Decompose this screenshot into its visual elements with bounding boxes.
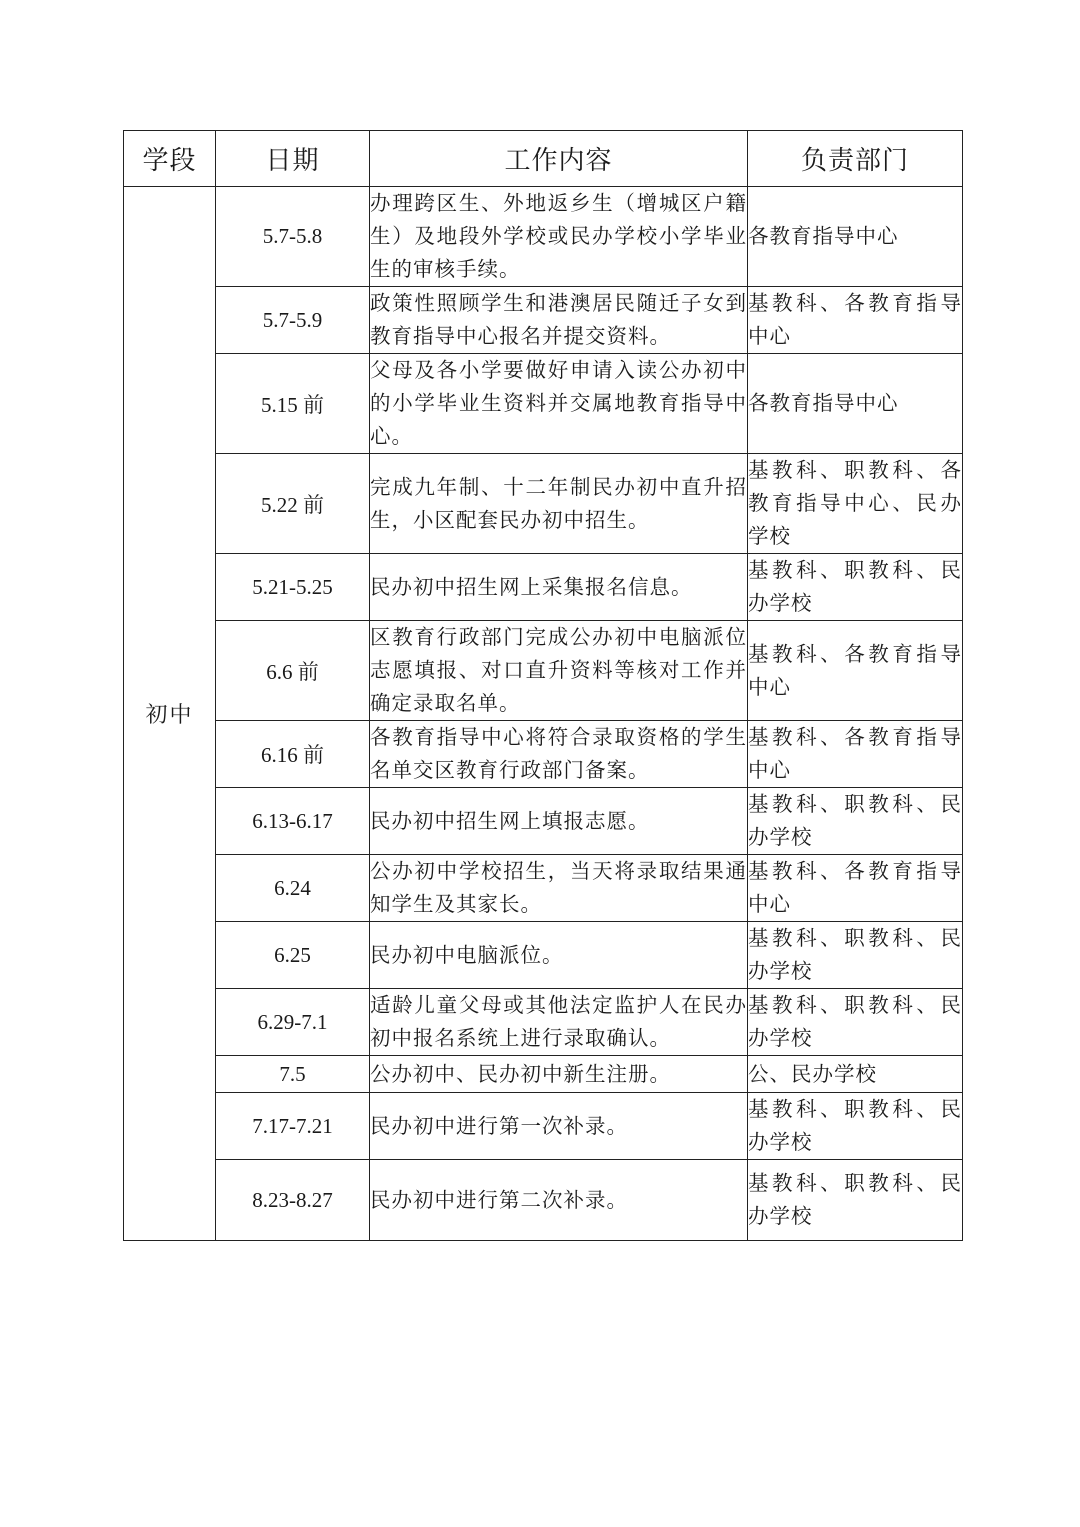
date-cell: 6.25	[216, 922, 370, 989]
date-cell: 8.23-8.27	[216, 1160, 370, 1241]
dept-cell: 基教科、各教育指导中心	[748, 621, 963, 721]
table-row	[124, 922, 963, 989]
table-row	[124, 721, 963, 788]
dept-cell: 基教科、职教科、民办学校	[748, 922, 963, 989]
header-content: 工作内容	[370, 131, 748, 187]
date-cell: 6.24	[216, 855, 370, 922]
dept-cell: 基教科、各教育指导中心	[748, 855, 963, 922]
table-header-row	[124, 131, 963, 187]
dept-cell: 基教科、各教育指导中心	[748, 721, 963, 788]
content-cell: 民办初中招生网上采集报名信息。	[370, 554, 748, 621]
dept-cell: 基教科、职教科、各教育指导中心、民办学校	[748, 454, 963, 554]
content-cell: 区教育行政部门完成公办初中电脑派位志愿填报、对口直升资料等核对工作并确定录取名单。	[370, 621, 748, 721]
content-cell: 政策性照顾学生和港澳居民随迁子女到教育指导中心报名并提交资料。	[370, 287, 748, 354]
content-cell: 完成九年制、十二年制民办初中直升招生，小区配套民办初中招生。	[370, 454, 748, 554]
header-stage: 学段	[124, 131, 216, 187]
content-cell: 民办初中招生网上填报志愿。	[370, 788, 748, 855]
content-cell: 民办初中进行第一次补录。	[370, 1093, 748, 1160]
date-cell: 6.29-7.1	[216, 989, 370, 1056]
date-cell: 5.7-5.8	[216, 187, 370, 287]
table-row	[124, 1056, 963, 1093]
dept-cell: 基教科、职教科、民办学校	[748, 788, 963, 855]
date-cell: 7.17-7.21	[216, 1093, 370, 1160]
dept-cell: 公、民办学校	[748, 1056, 963, 1093]
date-cell: 5.22 前	[216, 454, 370, 554]
date-cell: 6.13-6.17	[216, 788, 370, 855]
table-row	[124, 187, 963, 287]
table-row	[124, 1093, 963, 1160]
dept-cell: 各教育指导中心	[748, 354, 963, 454]
content-cell: 民办初中进行第二次补录。	[370, 1160, 748, 1241]
dept-cell: 各教育指导中心	[748, 187, 963, 287]
dept-cell: 基教科、职教科、民办学校	[748, 989, 963, 1056]
table-row	[124, 621, 963, 721]
dept-cell: 基教科、各教育指导中心	[748, 287, 963, 354]
dept-cell: 基教科、职教科、民办学校	[748, 554, 963, 621]
table-row	[124, 287, 963, 354]
content-cell: 公办初中学校招生，当天将录取结果通知学生及其家长。	[370, 855, 748, 922]
header-date: 日期	[216, 131, 370, 187]
date-cell: 5.15 前	[216, 354, 370, 454]
content-cell: 各教育指导中心将符合录取资格的学生名单交区教育行政部门备案。	[370, 721, 748, 788]
content-cell: 父母及各小学要做好申请入读公办初中的小学毕业生资料并交属地教育指导中心。	[370, 354, 748, 454]
content-cell: 公办初中、民办初中新生注册。	[370, 1056, 748, 1093]
content-cell: 适龄儿童父母或其他法定监护人在民办初中报名系统上进行录取确认。	[370, 989, 748, 1056]
enrollment-schedule-table	[123, 130, 963, 1241]
date-cell: 5.21-5.25	[216, 554, 370, 621]
stage-cell: 初中	[124, 187, 216, 1241]
table-row	[124, 989, 963, 1056]
date-cell: 5.7-5.9	[216, 287, 370, 354]
date-cell: 7.5	[216, 1056, 370, 1093]
date-cell: 6.16 前	[216, 721, 370, 788]
table-row	[124, 554, 963, 621]
table-row	[124, 788, 963, 855]
content-cell: 民办初中电脑派位。	[370, 922, 748, 989]
content-cell: 办理跨区生、外地返乡生（增城区户籍生）及地段外学校或民办学校小学毕业生的审核手续。	[370, 187, 748, 287]
dept-cell: 基教科、职教科、民办学校	[748, 1160, 963, 1241]
table-row	[124, 354, 963, 454]
header-dept: 负责部门	[748, 131, 963, 187]
table-row	[124, 855, 963, 922]
table-row	[124, 1160, 963, 1241]
date-cell: 6.6 前	[216, 621, 370, 721]
dept-cell: 基教科、职教科、民办学校	[748, 1093, 963, 1160]
table-row	[124, 454, 963, 554]
